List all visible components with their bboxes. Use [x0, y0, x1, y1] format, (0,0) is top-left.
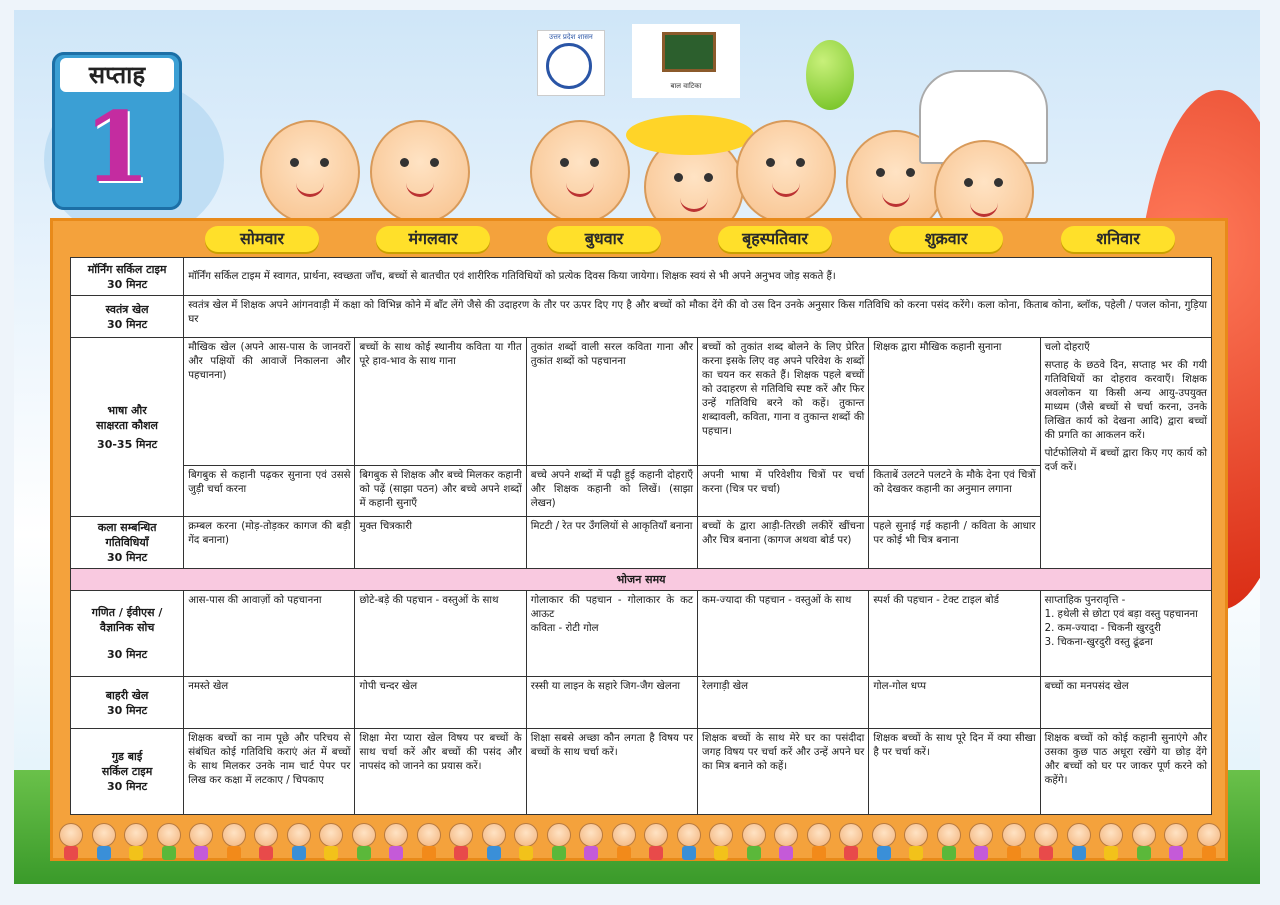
- child-figure-icon: [612, 823, 636, 847]
- math-tuesday: छोटे-बड़े की पहचान - वस्तुओं के साथ: [355, 591, 526, 677]
- week-number: 1: [83, 91, 151, 204]
- language-monday-top: मौखिक खेल (अपने आस-पास के जानवरों और पक्षियों की आवाजें निकालना और पहचानना): [184, 338, 355, 466]
- table-row: [71, 729, 1212, 815]
- language-tuesday-top: बच्चों के साथ कोई स्थानीय कविता या गीत पूरे हाव-भाव के साथ गाना: [355, 338, 526, 466]
- free-play-text: स्वतंत्र खेल में शिक्षक अपने आंगनवाड़ी में कक्षा को विभिन्न कोने में बाँट लेंगे जैसे की उदाहरण के तौर पर ऊपर दिए गए है और बच्चों को मौका देंगे की वो उस दिन उनके अनुसार किस गतिविधि को करना पसंद करेंगे। कला कोना, किताब कोना, ब्लॉक, पहेली / पजल कोना, गुड़िया घर: [184, 296, 1212, 338]
- saturday-portfolio-text: पोर्टफोलियो में बच्चों द्वारा किए गए कार्य को दर्ज करें।: [1044, 448, 1207, 473]
- table-row: [71, 338, 1212, 466]
- child-figure-icon: [92, 823, 116, 847]
- child-figure-icon: [709, 823, 733, 847]
- goodbye-monday: शिक्षक बच्चों का नाम पूछे और परिचय से संबंधित कोई गतिविधि कराएं अंत में बच्चों के साथ मिलकर उनके नाम चार्ट पेपर पर लिख कर कक्षा में लटकाए / चिपकाए: [184, 729, 355, 815]
- table-row: [71, 569, 1212, 591]
- up-government-logo: [537, 30, 605, 96]
- art-tuesday: मुक्त चित्रकारी: [355, 517, 526, 569]
- language-thursday-bottom: अपनी भाषा में परिवेशीय चित्रों पर चर्चा करना (चित्र पर चर्चा): [698, 466, 869, 517]
- child-figure-icon: [319, 823, 343, 847]
- row-label-language: भाषा और साक्षरता कौशल 30-35 मिनट: [71, 338, 184, 517]
- art-friday: पहले सुनाई गई कहानी / कविता के आधार पर कोई भी चित्र बनाना: [869, 517, 1040, 569]
- outdoor-tuesday: गोपी चन्दर खेल: [355, 677, 526, 729]
- child-figure-icon: [287, 823, 311, 847]
- child-figure-icon: [59, 823, 83, 847]
- day-tuesday: मंगलवार: [376, 226, 490, 252]
- outdoor-wednesday: रस्सी या लाइन के सहारे जिग-जैग खेलना: [526, 677, 697, 729]
- child-figure-icon: [742, 823, 766, 847]
- bal-vatika-logo: [632, 24, 740, 98]
- child-figure-icon: [872, 823, 896, 847]
- morning-circle-text: मॉर्निंग सर्किल टाइम में स्वागत, प्रार्थना, स्वच्छता जाँच, बच्चों से बातचीत एवं शारीरिक गतिविधियों को प्रत्येक दिवस किया जायेगा। शिक्षक स्वयं से भी अपने अनुभव जोड़ सकते हैं।: [184, 258, 1212, 296]
- language-monday-bottom: बिगबुक से कहानी पढ़कर सुनाना एवं उससे जुड़ी चर्चा करना: [184, 466, 355, 517]
- week-badge: [52, 52, 182, 210]
- row-label-morning-circle: मॉर्निंग सर्किल टाइम 30 मिनट: [71, 258, 184, 296]
- weekday-header: [53, 221, 1225, 257]
- outdoor-friday: गोल-गोल धप्प: [869, 677, 1040, 729]
- goodbye-friday: शिक्षक बच्चों के साथ पूरे दिन में क्या सीखा है पर चर्चा करें।: [869, 729, 1040, 815]
- child-figure-icon: [384, 823, 408, 847]
- day-thursday: बृहस्पतिवार: [718, 226, 832, 252]
- green-balloon-decoration: [806, 40, 854, 110]
- child-figure-icon: [969, 823, 993, 847]
- child-illustration: [370, 120, 470, 224]
- outdoor-thursday: रेलगाड़ी खेल: [698, 677, 869, 729]
- child-figure-icon: [1034, 823, 1058, 847]
- child-figure-icon: [677, 823, 701, 847]
- row-label-art: कला सम्बन्धित गतिविधियाँ 30 मिनट: [71, 517, 184, 569]
- row-label-goodbye: गुड बाई सर्किल टाइम 30 मिनट: [71, 729, 184, 815]
- saturday-revision-title: चलो दोहराएँ: [1044, 342, 1090, 353]
- child-figure-icon: [1164, 823, 1188, 847]
- child-figure-icon: [904, 823, 928, 847]
- child-figure-icon: [417, 823, 441, 847]
- child-figure-icon: [1099, 823, 1123, 847]
- yellow-hat-illustration: [626, 115, 754, 155]
- child-figure-icon: [644, 823, 668, 847]
- child-figure-icon: [124, 823, 148, 847]
- math-thursday: कम-ज्यादा की पहचान - वस्तुओं के साथ: [698, 591, 869, 677]
- child-figure-icon: [1132, 823, 1156, 847]
- day-wednesday: बुधवार: [547, 226, 661, 252]
- day-saturday: शनिवार: [1061, 226, 1175, 252]
- child-figure-icon: [254, 823, 278, 847]
- week-label: सप्ताह: [60, 58, 174, 92]
- bal-vatika-caption: बाल वाटिका: [670, 82, 702, 90]
- child-figure-icon: [449, 823, 473, 847]
- child-figure-icon: [839, 823, 863, 847]
- table-row: [71, 258, 1212, 296]
- child-figure-icon: [222, 823, 246, 847]
- goodbye-tuesday: शिक्षा मेरा प्यारा खेल विषय पर बच्चों के साथ चर्चा करें और बच्चों की पसंद और नापसंद को जानने का प्रयास करें।: [355, 729, 526, 815]
- child-figure-icon: [579, 823, 603, 847]
- row-label-math: गणित / ईवीएस / वैज्ञानिक सोच 30 मिनट: [71, 591, 184, 677]
- math-monday: आस-पास की आवाज़ों को पहचानना: [184, 591, 355, 677]
- language-thursday-top: बच्चों को तुकांत शब्द बोलने के लिए प्रेरित करना इसके लिए वह अपने परिवेश के शब्दों का चयन कर सकते हैं। शिक्षक पहले बच्चों को उदाहरण से गतिविधि स्पष्ट करें और फिर उन्हें गतिविधि बरने को कहें। तुकान्त शब्दावली, कविता, गाना व तुकान्त शब्दों की पहचान।: [698, 338, 869, 466]
- day-friday: शुक्रवार: [889, 226, 1003, 252]
- child-figure-icon: [189, 823, 213, 847]
- emblem-icon: [546, 43, 592, 89]
- child-figure-icon: [547, 823, 571, 847]
- child-illustration: [530, 120, 630, 224]
- outdoor-saturday: बच्चों का मनपसंद खेल: [1040, 677, 1211, 729]
- saturday-revision-text: सप्ताह के छठवे दिन, सप्ताह भर की गयी गतिविधियों का दोहराव करवाएँ। शिक्षक अवलोकन या किसी अन्य आयु-उपयुक्त माध्यम (जैसे बच्चों से चर्चा करना, उनके लिखित कार्य को देखना आदि) द्वारा बच्चों की प्रगति का आकलन करें।: [1044, 360, 1207, 441]
- row-label-free-play: स्वतंत्र खेल 30 मिनट: [71, 296, 184, 338]
- child-figure-icon: [482, 823, 506, 847]
- child-illustration: [260, 120, 360, 224]
- dancing-kids-border: [53, 819, 1225, 859]
- up-logo-caption: उत्तर प्रदेश शासन: [549, 33, 593, 41]
- outdoor-monday: नमस्ते खेल: [184, 677, 355, 729]
- child-figure-icon: [774, 823, 798, 847]
- goodbye-saturday: शिक्षक बच्चों को कोई कहानी सुनाएंगे और उसका कुछ पाठ अधूरा रखेंगे या छोड़ देंगे और बच्चों को घर पर जाकर पूर्ण करने को कहेंगे।: [1040, 729, 1211, 815]
- child-figure-icon: [1002, 823, 1026, 847]
- day-monday: सोमवार: [205, 226, 319, 252]
- math-friday: स्पर्श की पहचान - टेक्ट टाइल बोर्ड: [869, 591, 1040, 677]
- math-wednesday: गोलाकार की पहचान - गोलाकार के कट आऊट कविता - रोटी गोल: [526, 591, 697, 677]
- goodbye-thursday: शिक्षक बच्चों के साथ मेरे घर का पसंदीदा जगह विषय पर चर्चा करें और उन्हें अपने घर का मित्र बनाने को कहें।: [698, 729, 869, 815]
- table-row: [71, 677, 1212, 729]
- meal-time-row: भोजन समय: [71, 569, 1212, 591]
- weekly-schedule-table: [70, 257, 1212, 815]
- language-wednesday-top: तुकांत शब्दों वाली सरल कविता गाना और तुकांत शब्दों को पहचानना: [526, 338, 697, 466]
- art-thursday: बच्चों के द्वारा आड़ी-तिरछी लकीरें खींचना और चित्र बनाना (कागज अथवा बोर्ड पर): [698, 517, 869, 569]
- language-wednesday-bottom: बच्चे अपने शब्दों में पढ़ी हुई कहानी दोहराएँ और शिक्षक कहानी को लिखें। (साझा लेखन): [526, 466, 697, 517]
- art-monday: क्रम्बल करना (मोड़-तोड़कर कागज की बड़ी गेंद बनाना): [184, 517, 355, 569]
- child-figure-icon: [937, 823, 961, 847]
- saturday-revision-cell: [1040, 338, 1211, 569]
- timetable-frame: [50, 218, 1228, 861]
- row-label-outdoor: बाहरी खेल 30 मिनट: [71, 677, 184, 729]
- child-figure-icon: [514, 823, 538, 847]
- child-figure-icon: [1067, 823, 1091, 847]
- goodbye-wednesday: शिक्षा सबसे अच्छा कौन लगता है विषय पर बच्चों के साथ चर्चा करें।: [526, 729, 697, 815]
- language-tuesday-bottom: बिगबुक से शिक्षक और बच्चे मिलकर कहानी को पढ़ें (साझा पठन) और बच्चे अपने शब्दों में कहानी सुनाएँ: [355, 466, 526, 517]
- language-friday-top: शिक्षक द्वारा मौखिक कहानी सुनाना: [869, 338, 1040, 466]
- art-wednesday: मिटटी / रेत पर उँगलियों से आकृतियाँ बनाना: [526, 517, 697, 569]
- table-row: [71, 296, 1212, 338]
- math-saturday: साप्ताहिक पुनरावृत्ति - 1. हथेली से छोटा एवं बड़ा वस्तु पहचानना 2. कम-ज्यादा - चिकनी खुरदुरी 3. चिकना-खुरदुरी वस्तु ढूंढना: [1040, 591, 1211, 677]
- table-row: [71, 591, 1212, 677]
- child-figure-icon: [352, 823, 376, 847]
- child-figure-icon: [157, 823, 181, 847]
- child-figure-icon: [807, 823, 831, 847]
- child-illustration: [736, 120, 836, 224]
- child-figure-icon: [1197, 823, 1221, 847]
- chalkboard-icon: [662, 32, 716, 72]
- language-friday-bottom: किताबें उलटने पलटने के मौके देना एवं चित्रों को देखकर कहानी का अनुमान लगाना: [869, 466, 1040, 517]
